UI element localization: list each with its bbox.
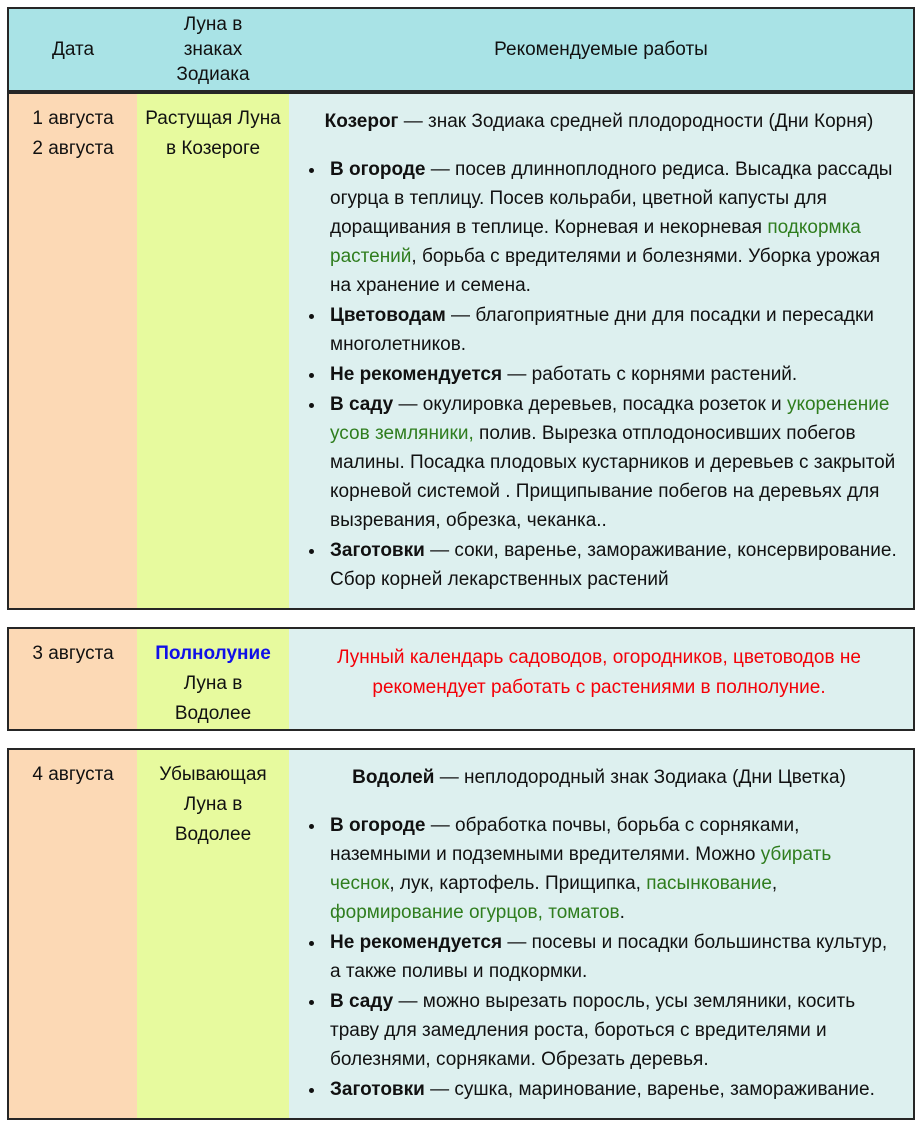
calendar-sections (7, 92, 915, 1120)
bold-label: Водолей (352, 767, 435, 788)
zodiac-intro (299, 107, 899, 136)
bold-label: В огороде (330, 159, 426, 180)
text-run: , лук, картофель. Прищипка, (389, 873, 647, 894)
green-link[interactable]: подкормка растений (330, 217, 861, 267)
works-cell (289, 629, 913, 729)
works-item (326, 536, 899, 594)
bold-label: Не рекомендуется (330, 932, 503, 953)
calendar-row (7, 92, 915, 610)
text-run: — неплодородный знак Зодиака (Дни Цветка) (434, 767, 846, 788)
date-line: 1 августа (32, 108, 114, 129)
works-item (326, 1075, 899, 1104)
moon-line: в Козероге (165, 138, 261, 159)
green-link[interactable]: формирование огурцов, томатов (330, 902, 620, 923)
date-cell (9, 629, 137, 729)
calendar-header-row (7, 7, 915, 92)
works-item (326, 390, 899, 535)
works-item (326, 155, 899, 300)
calendar-row (7, 748, 915, 1120)
full-moon-label[interactable]: Полнолуние (155, 643, 271, 664)
bold-label: В саду (330, 991, 394, 1012)
header-date-label: Дата (51, 39, 95, 60)
moon-line: Луна в (183, 673, 243, 694)
text-run: — работать с корнями растений. (502, 364, 798, 385)
text-run: — посевы и посадки большинства культур, а также поливы и подкормки. (330, 932, 888, 982)
zodiac-intro (299, 763, 899, 792)
text-run: , борьба с вредителями и болезнями. Уборка урожая на хранение и семена. (330, 246, 881, 296)
text-run: — знак Зодиака средней плодородности (Дни Корня) (398, 111, 874, 132)
header-moon-line: Луна в (183, 14, 243, 35)
works-cell (289, 750, 913, 1118)
header-moon-line: знаках (183, 39, 243, 60)
text-run: — обработка почвы, борьба с сорняками, наземными и подземными вредителями. Можно (330, 815, 800, 865)
bold-label: Заготовки (330, 540, 425, 561)
works-item (326, 928, 899, 986)
green-link[interactable]: пасынкование (646, 873, 772, 894)
bold-label: В огороде (330, 815, 426, 836)
text-run: — можно вырезать поросль, усы земляники, косить траву для замедления роста, бороться с вредителями и болезнями, сорняками. Обрезать деревья. (330, 991, 856, 1070)
works-list (299, 155, 899, 594)
text-run: — благоприятные дни для посадки и пересадки многолетников. (330, 305, 874, 355)
green-link[interactable]: укоренение усов земляники, (330, 394, 890, 444)
green-link[interactable]: убирать чеснок (330, 844, 832, 894)
works-item (326, 360, 899, 389)
works-item (326, 811, 899, 927)
date-line: 2 августа (32, 138, 114, 159)
bold-label: Цветоводам (330, 305, 446, 326)
moon-line: Растущая Луна (145, 108, 281, 129)
works-list (299, 811, 899, 1104)
moon-line: Луна в (183, 794, 243, 815)
bold-label: Козерог (324, 111, 399, 132)
text-run: . (619, 902, 625, 923)
moon-line: Водолее (174, 703, 252, 724)
bold-label: В саду (330, 394, 394, 415)
moon-line: Водолее (174, 824, 252, 845)
text-run: полив. Вырезка отплодоносивших побегов малины. Посадка плодовых кустарников и деревьев с закрытой корневой системой . Прищипывание побегов на деревьях для вызревания, обрезка, чеканка.. (330, 423, 896, 531)
date-line: 3 августа (32, 643, 114, 664)
works-item (326, 987, 899, 1074)
moon-cell (137, 629, 289, 729)
header-works-label: Рекомендуемые работы (494, 39, 708, 60)
works-cell (289, 94, 913, 608)
full-moon-warning (299, 643, 899, 703)
moon-cell (137, 750, 289, 1118)
date-cell (9, 94, 137, 608)
text-run: — посев длинноплодного редиса. Высадка рассады огурца в теплицу. Посев кольраби, цветной капусты для доращивания в теплице. Корневая и некорневая (330, 159, 893, 238)
moon-cell (137, 94, 289, 608)
header-moon-label (137, 9, 289, 90)
text-run: , (771, 873, 778, 894)
text-run: Лунный календарь садоводов, огородников, цветоводов не рекомендует работать с растениями в полнолуние. (337, 647, 861, 698)
text-run: — соки, варенье, замораживание, консервирование. Сбор корней лекарственных растений (330, 540, 897, 590)
date-line: 4 августа (32, 764, 114, 785)
bold-label: Не рекомендуется (330, 364, 503, 385)
calendar-row (7, 627, 915, 731)
moon-line: Убывающая (159, 764, 267, 785)
date-cell (9, 750, 137, 1118)
text-run: — сушка, маринование, варенье, замораживание. (424, 1079, 875, 1100)
header-moon-line: Зодиака (176, 64, 250, 85)
bold-label: Заготовки (330, 1079, 425, 1100)
text-run: — окулировка деревьев, посадка розеток и (393, 394, 787, 415)
works-item (326, 301, 899, 359)
